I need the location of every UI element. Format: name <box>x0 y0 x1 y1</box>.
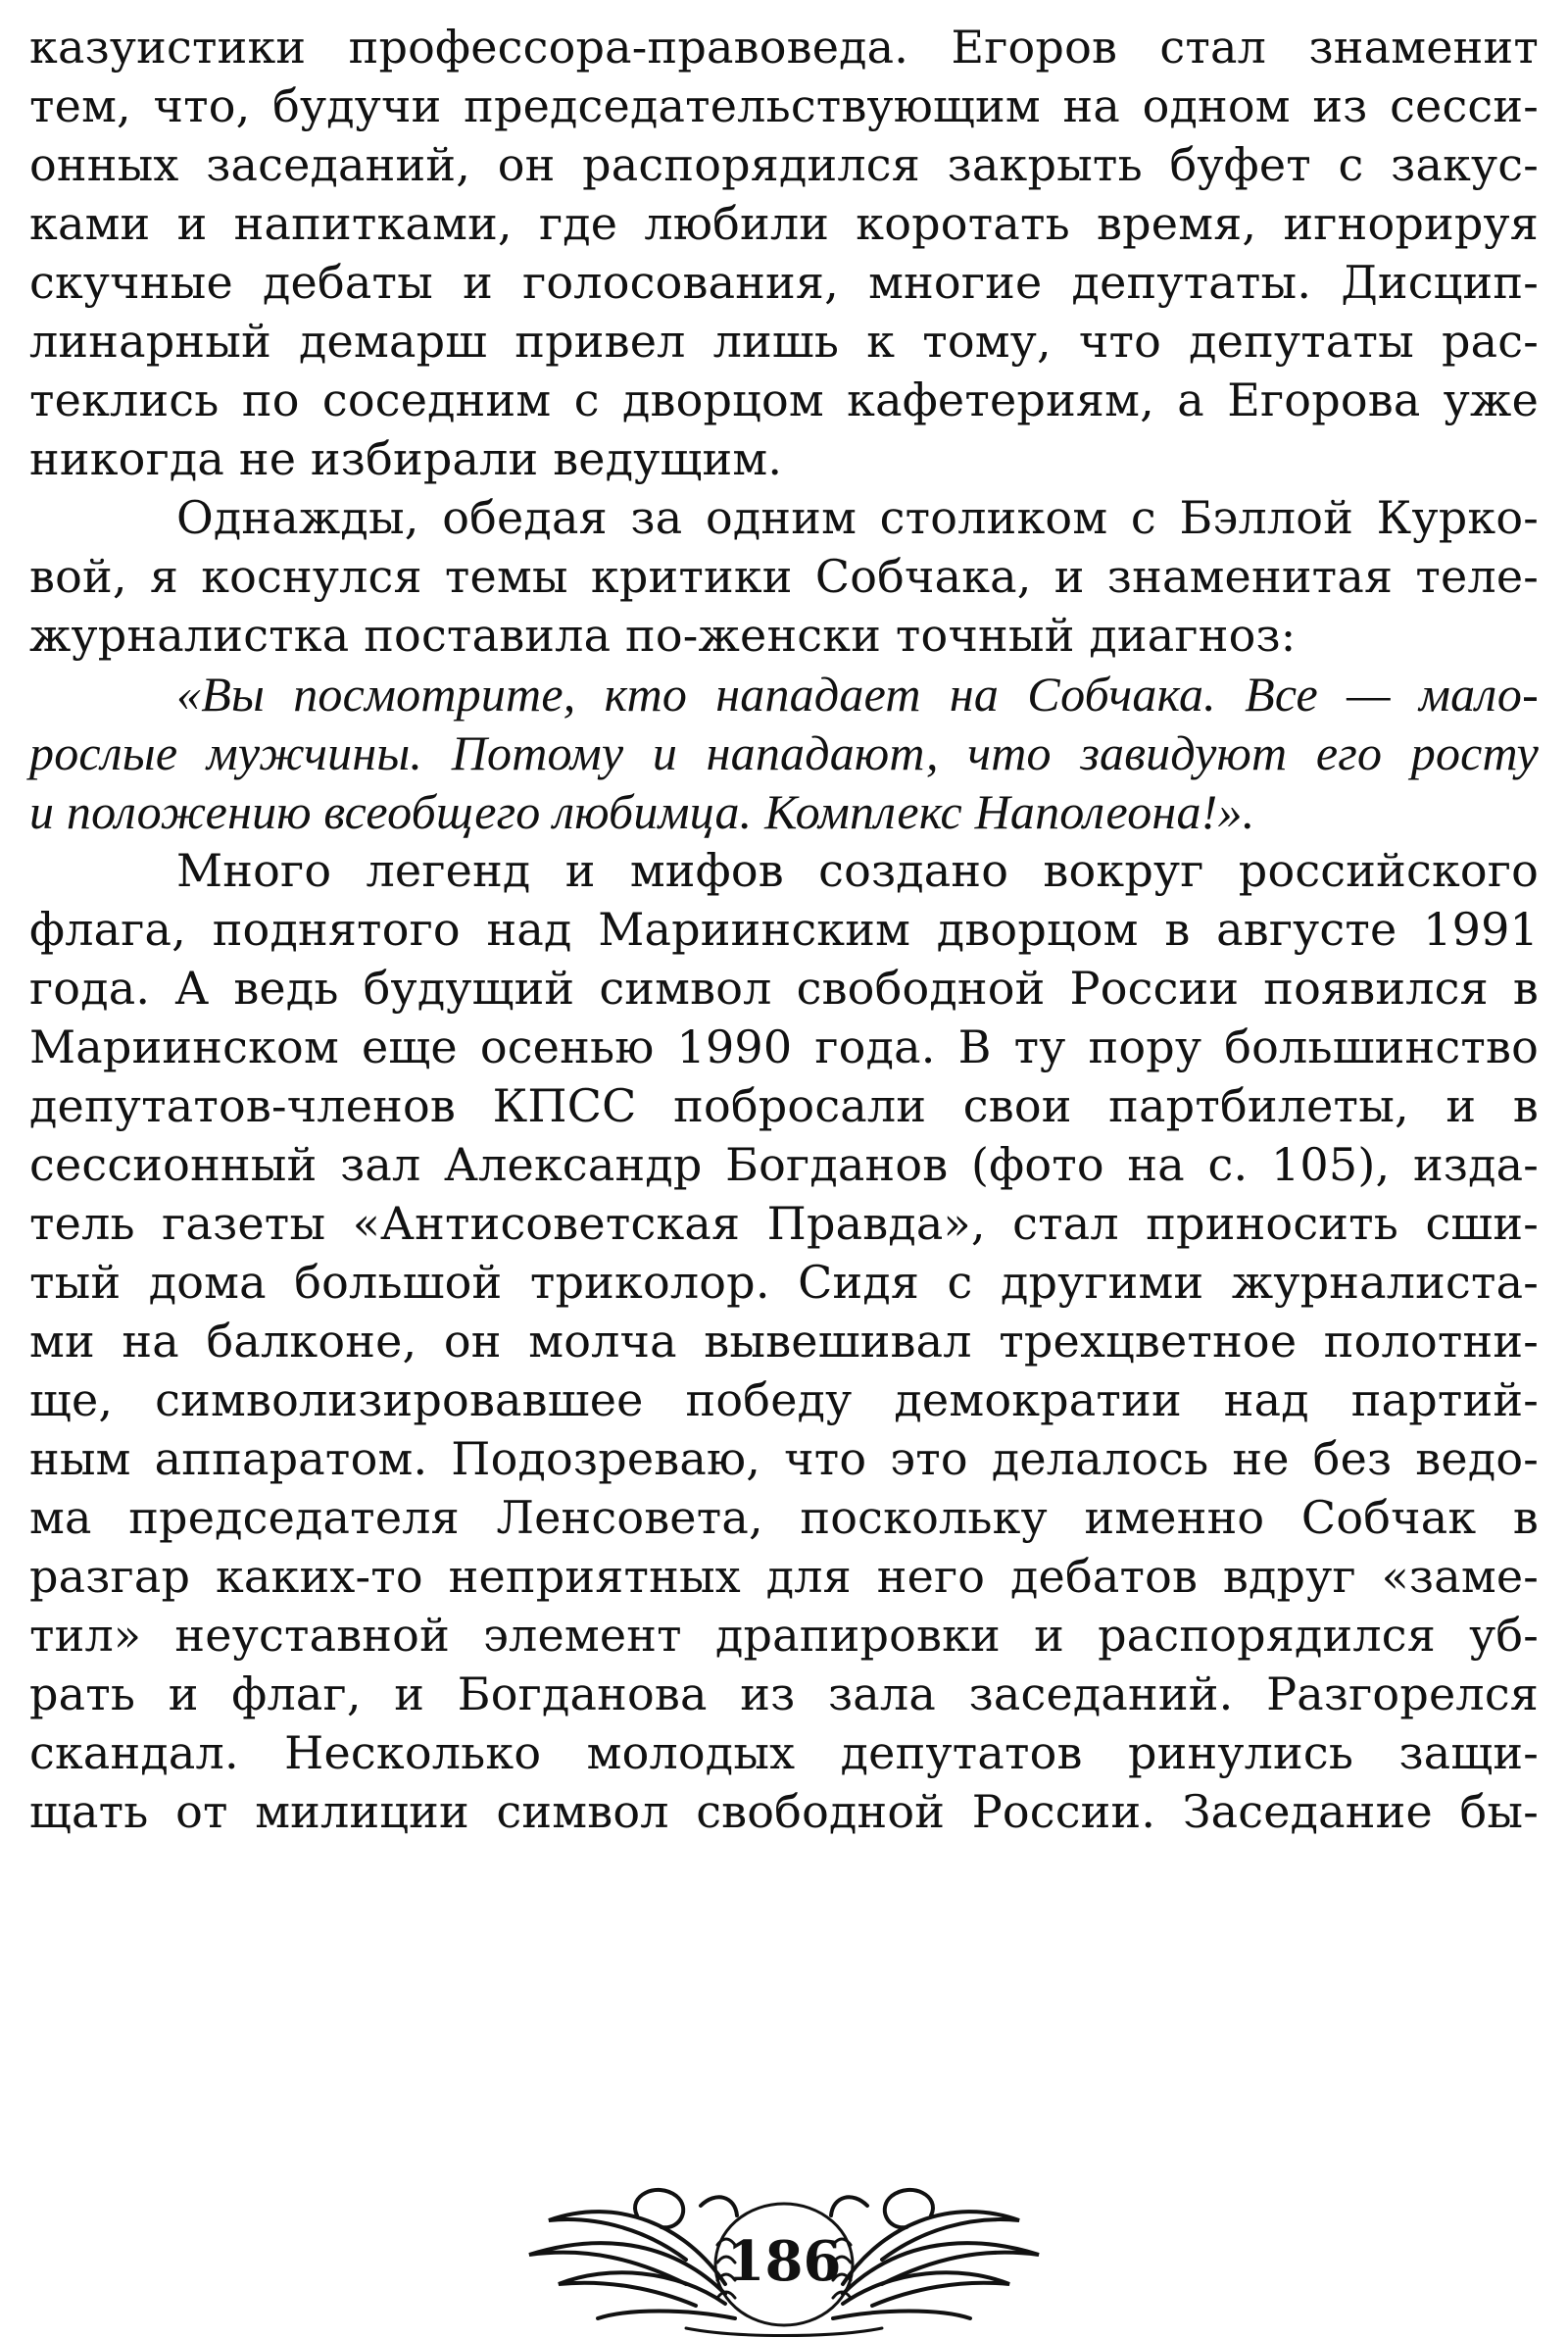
text-line: онных заседаний, он распорядился закрыть буфет с закус- <box>29 138 1539 191</box>
text-line: флага, поднятого над Мариинским дворцом в августе 1991 <box>29 903 1539 956</box>
text-line: рать и флаг, и Богданова из зала заседаний. Разгорелся <box>29 1667 1539 1720</box>
text-line: Мариинском еще осенью 1990 года. В ту пору большинство <box>29 1020 1539 1073</box>
text-line: ками и напитками, где любили коротать время, игнорируя <box>29 197 1539 250</box>
page-footer <box>0 2137 1568 2338</box>
text-line: щать от милиции символ свободной России. Заседание бы- <box>29 1785 1539 1838</box>
book-page-text <box>29 18 1539 1841</box>
text-line: никогда не избирали ведущим. <box>29 432 783 485</box>
paragraph-3 <box>29 841 1539 1841</box>
text-line: ми на балконе, он молча вывешивал трехцветное полотни- <box>29 1315 1539 1368</box>
quote-line: и положению всеобщего любимца. Комплекс Наполеона!». <box>29 784 1255 839</box>
text-line: вой, я коснулся темы критики Собчака, и знаменитая теле- <box>29 550 1539 603</box>
text-line: разгар каких-то неприятных для него дебатов вдруг «заме- <box>29 1550 1539 1603</box>
text-line: казуистики профессора-правоведа. Егоров стал знаменит <box>29 21 1539 74</box>
text-line: тил» неуставной элемент драпировки и распорядился уб- <box>29 1609 1539 1662</box>
paragraph-2 <box>29 488 1539 665</box>
text-line: депутатов-членов КПСС побросали свои партбилеты, и в <box>29 1079 1539 1132</box>
text-line: скандал. Несколько молодых депутатов ринулись защи- <box>29 1726 1539 1779</box>
quote-line: рослые мужчины. Потому и нападают, что завидуют его росту <box>29 725 1539 780</box>
text-line: ным аппаратом. Подозреваю, что это делалось не без ведо- <box>29 1432 1539 1485</box>
text-line: ма председателя Ленсовета, поскольку именно Собчак в <box>29 1491 1539 1544</box>
text-line: скучные дебаты и голосования, многие депутаты. Дисцип- <box>29 256 1539 309</box>
text-line: тый дома большой триколор. Сидя с другими журналиста- <box>29 1256 1539 1309</box>
quote-block <box>29 665 1539 841</box>
text-line: года. А ведь будущий символ свободной России появился в <box>29 962 1539 1015</box>
text-line: теклись по соседним с дворцом кафетериям, а Егорова уже <box>29 373 1539 426</box>
text-line: Много легенд и мифов создано вокруг российского <box>176 844 1539 897</box>
text-line: ще, символизировавшее победу демократии над партий- <box>29 1373 1539 1426</box>
text-line: Однажды, обедая за одним столиком с Бэллой Курко- <box>176 491 1539 544</box>
text-line: журналистка поставила по-женски точный диагноз: <box>29 609 1297 662</box>
text-line: сессионный зал Александр Богданов (фото на с. 105), изда- <box>29 1138 1539 1191</box>
text-line: линарный демарш привел лишь к тому, что депутаты рас- <box>29 315 1539 368</box>
quote-line: «Вы посмотрите, кто нападает на Собчака. Все — мало- <box>176 667 1539 721</box>
paragraph-1 <box>29 18 1539 488</box>
text-line: тем, что, будучи председательствующим на одном из сесси- <box>29 79 1539 132</box>
text-line: тель газеты «Антисоветская Правда», стал приносить сши- <box>29 1197 1539 1250</box>
page-number: 186 <box>726 2229 842 2294</box>
